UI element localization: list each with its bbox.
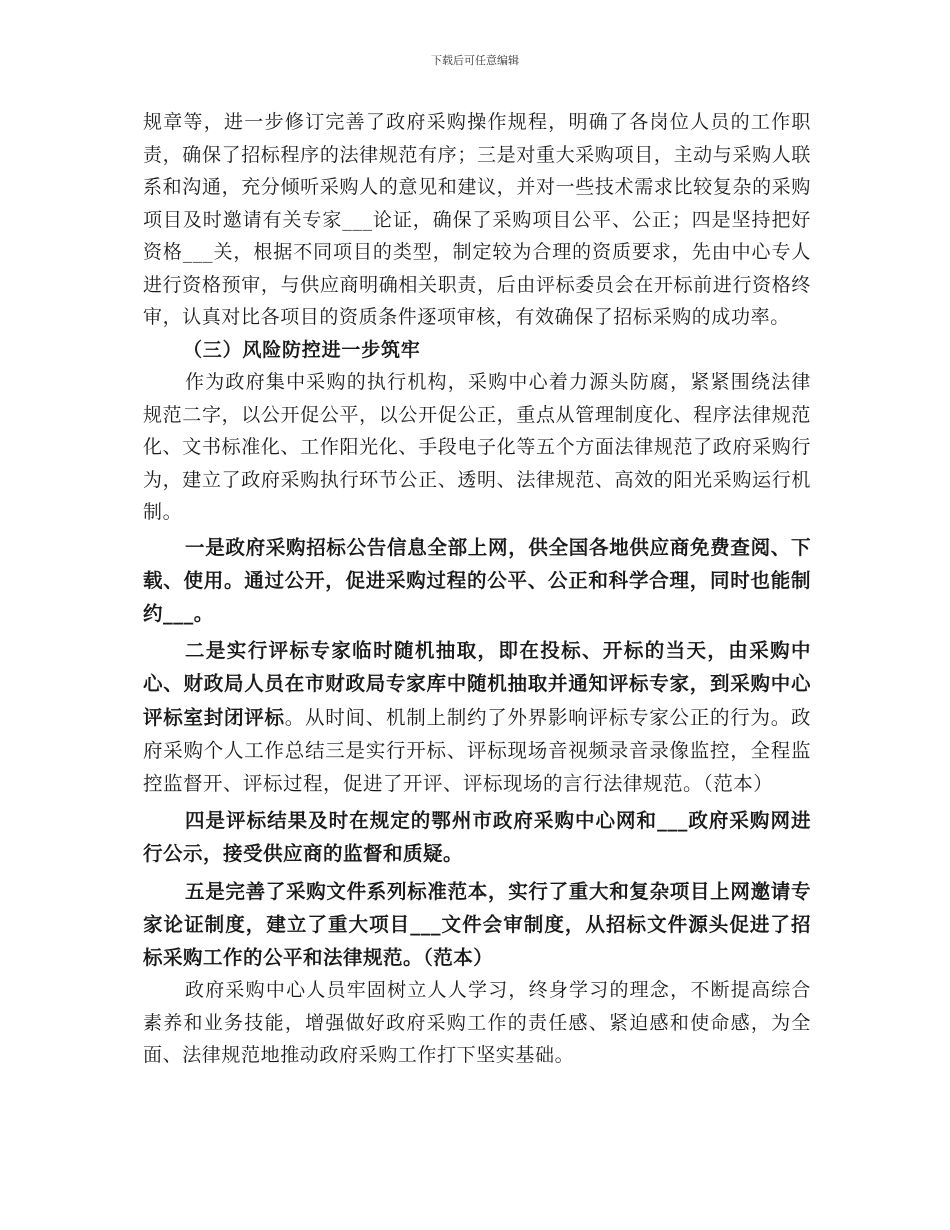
- point-two-bold-text: 二是实行评标专家临时随机抽取，即在投标、开标的当天，由采购中心、财政局人员在市财政局专家库中随机抽取并通知评标专家，到采购中心评标室封闭评标: [143, 639, 811, 729]
- paragraph-continuation: 规章等，进一步修订完善了政府采购操作规程，明确了各岗位人员的工作职责，确保了招标程序的法律规范有序；三是对重大采购项目，主动与采购人联系和沟通，充分倾听采购人的意见和建议，并对一些技术需求比较复杂的采购项目及时邀请有关专家___论证，确保了采购项目公平、公正；四是坚持把好资格___关，根据不同项目的类型，制定较为合理的资质要求，先由中心专人进行资格预审，与供应商明确相关职责，后由评标委员会在开标前进行资格终审，认真对比各项目的资质条件逐项审核，有效确保了招标采购的成功率。: [143, 111, 811, 328]
- point-two-normal-text: 。从时间、机制上制约了外界影响评标专家公正的行为。政府采购个人工作总结三是实行开标、评标现场音视频录音录像监控，全程监控监督开、评标过程，促进了开评、评标现场的言行法律规范。（范本）: [143, 705, 811, 795]
- paragraph-point-four: 四是评标结果及时在规定的鄂州市政府采购中心网和___政府采购网进行公示，接受供应商的监督和质疑。: [143, 809, 811, 866]
- paragraph-risk-control: 作为政府集中采购的执行机构，采购中心着力源头防腐，紧紧围绕法律规范二字，以公开促公平，以公开促公正，重点从管理制度化、程序法律规范化、文书标准化、工作阳光化、手段电子化等五个方面法律规范了政府采购行为，建立了政府采购执行环节公正、透明、法律规范、高效的阳光采购运行机制。: [143, 371, 811, 523]
- paragraph-point-two: [143, 634, 811, 800]
- page-header-note: 下载后可任意编辑: [431, 54, 519, 67]
- section-subheading: （三）风险防控进一步筑牢: [183, 338, 421, 361]
- paragraph-point-five: 五是完善了采购文件系列标准范本，实行了重大和复杂项目上网邀请专家论证制度，建立了重大项目___文件会审制度，从招标文件源头促进了招标采购工作的公平和法律规范。（范本）: [143, 879, 811, 969]
- paragraph-staff-learning: 政府采购中心人员牢固树立人人学习，终身学习的理念，不断提高综合素养和业务技能，增强做好政府采购工作的责任感、紧迫感和使命感，为全面、法律规范地推动政府采购工作打下坚实基础。: [143, 979, 811, 1067]
- paragraph-point-one: 一是政府采购招标公告信息全部上网，供全国各地供应商免费查阅、下载、使用。通过公开，促进采购过程的公平、公正和科学合理，同时也能制约___。: [143, 535, 811, 625]
- document-body: [143, 106, 811, 1072]
